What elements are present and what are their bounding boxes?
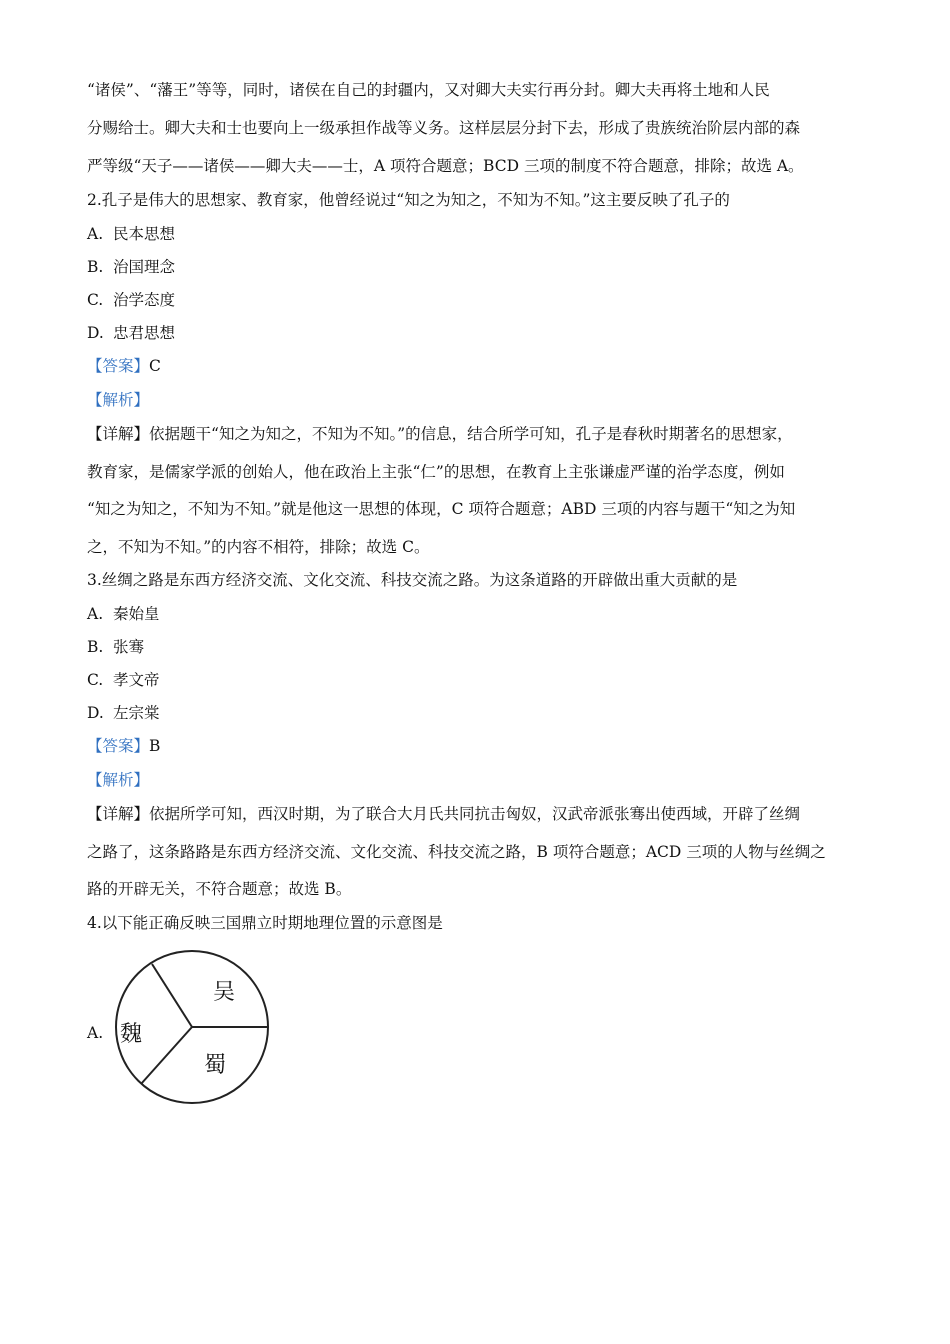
option-label: D. [87, 324, 104, 342]
q4-option-a-label: A. [87, 1024, 104, 1042]
q3-answer [87, 736, 160, 756]
answer-tag: 【答案】 [87, 357, 150, 375]
detail-tag: 【详解】 [87, 805, 150, 823]
intro-line-1: “诸侯”、“藩王”等等，同时，诸侯在自己的封疆内，又对卿大夫实行再分封。卿大夫再将土地和人民 [87, 81, 770, 99]
region-label-wei: 魏 [120, 1022, 143, 1047]
q3-option-b [87, 637, 144, 657]
option-text: 左宗棠 [113, 704, 160, 722]
q4-stem: 4.以下能正确反映三国鼎立时期地理位置的示意图是 [87, 914, 443, 932]
region-label-wu: 吴 [213, 980, 236, 1005]
q3-analysis-tag: 【解析】 [87, 771, 150, 789]
option-text: 孝文帝 [113, 671, 160, 689]
detail-tag: 【详解】 [87, 425, 150, 443]
q2-detail-line-2: 教育家，是儒家学派的创始人，他在政治上主张“仁”的思想，在教育上主张谦虚严谨的治学态度，例如 [87, 463, 785, 481]
q2-detail-line-3: “知之为知之，不知为不知。”就是他这一思想的体现，C 项符合题意；ABD 三项的内容与题干“知之为知 [87, 500, 796, 518]
option-text: 民本思想 [113, 225, 176, 243]
option-label: D. [87, 704, 104, 722]
q2-detail-line-1 [87, 424, 793, 444]
detail-text: 依据所学可知，西汉时期，为了联合大月氏共同抗击匈奴，汉武帝派张骞出使西域，开辟了丝绸 [149, 805, 801, 823]
q2-option-b [87, 257, 175, 277]
detail-text: 依据题干“知之为知之，不知为不知。”的信息，结合所学可知，孔子是春秋时期著名的思想家， [149, 425, 793, 443]
option-label: A. [87, 225, 104, 243]
answer-tag: 【答案】 [87, 737, 150, 755]
option-text: 治学态度 [113, 291, 176, 309]
q2-option-d [87, 323, 175, 343]
divider-line-top [152, 964, 192, 1027]
q3-option-a [87, 604, 160, 624]
q2-detail-line-4: 之，不知为不知。”的内容不相符，排除；故选 C。 [87, 538, 430, 556]
option-label: C. [87, 671, 104, 689]
option-text: 秦始皇 [113, 605, 160, 623]
q2-analysis-tag: 【解析】 [87, 391, 150, 409]
q3-detail-line-1 [87, 804, 800, 824]
option-label: B. [87, 258, 104, 276]
divider-line-bottom [141, 1027, 192, 1084]
q2-stem: 2.孔子是伟大的思想家、教育家，他曾经说过“知之为知之，不知为不知。”这主要反映了孔子的 [87, 191, 730, 209]
option-label: A. [87, 605, 104, 623]
answer-value: C [149, 357, 161, 375]
q3-detail-line-2: 之路了，这条路路是东西方经济交流、文化交流、科技交流之路，B 项符合题意；ACD 三项的人物与丝绸之 [87, 843, 826, 861]
option-text: 张骞 [113, 638, 145, 656]
three-kingdoms-diagram [87, 948, 287, 1117]
intro-line-3: 严等级“天子——诸侯——卿大夫——士，A 项符合题意；BCD 三项的制度不符合题意，排除；故选 A。 [87, 157, 804, 175]
q2-answer [87, 356, 161, 376]
region-label-shu: 蜀 [204, 1053, 227, 1078]
q3-detail-line-3: 路的开辟无关，不符合题意；故选 B。 [87, 880, 352, 898]
option-label: B. [87, 638, 104, 656]
option-text: 忠君思想 [113, 324, 176, 342]
q2-option-c [87, 290, 175, 310]
q2-option-a [87, 224, 175, 244]
diagram-svg [87, 948, 287, 1113]
answer-value: B [149, 737, 161, 755]
q3-option-c [87, 670, 160, 690]
q3-option-d [87, 703, 160, 723]
q3-stem: 3.丝绸之路是东西方经济交流、文化交流、科技交流之路。为这条道路的开辟做出重大贡献的是 [87, 571, 738, 589]
option-text: 治国理念 [113, 258, 176, 276]
intro-line-2: 分赐给士。卿大夫和士也要向上一级承担作战等义务。这样层层分封下去，形成了贵族统治阶层内部的森 [87, 119, 801, 137]
option-label: C. [87, 291, 104, 309]
